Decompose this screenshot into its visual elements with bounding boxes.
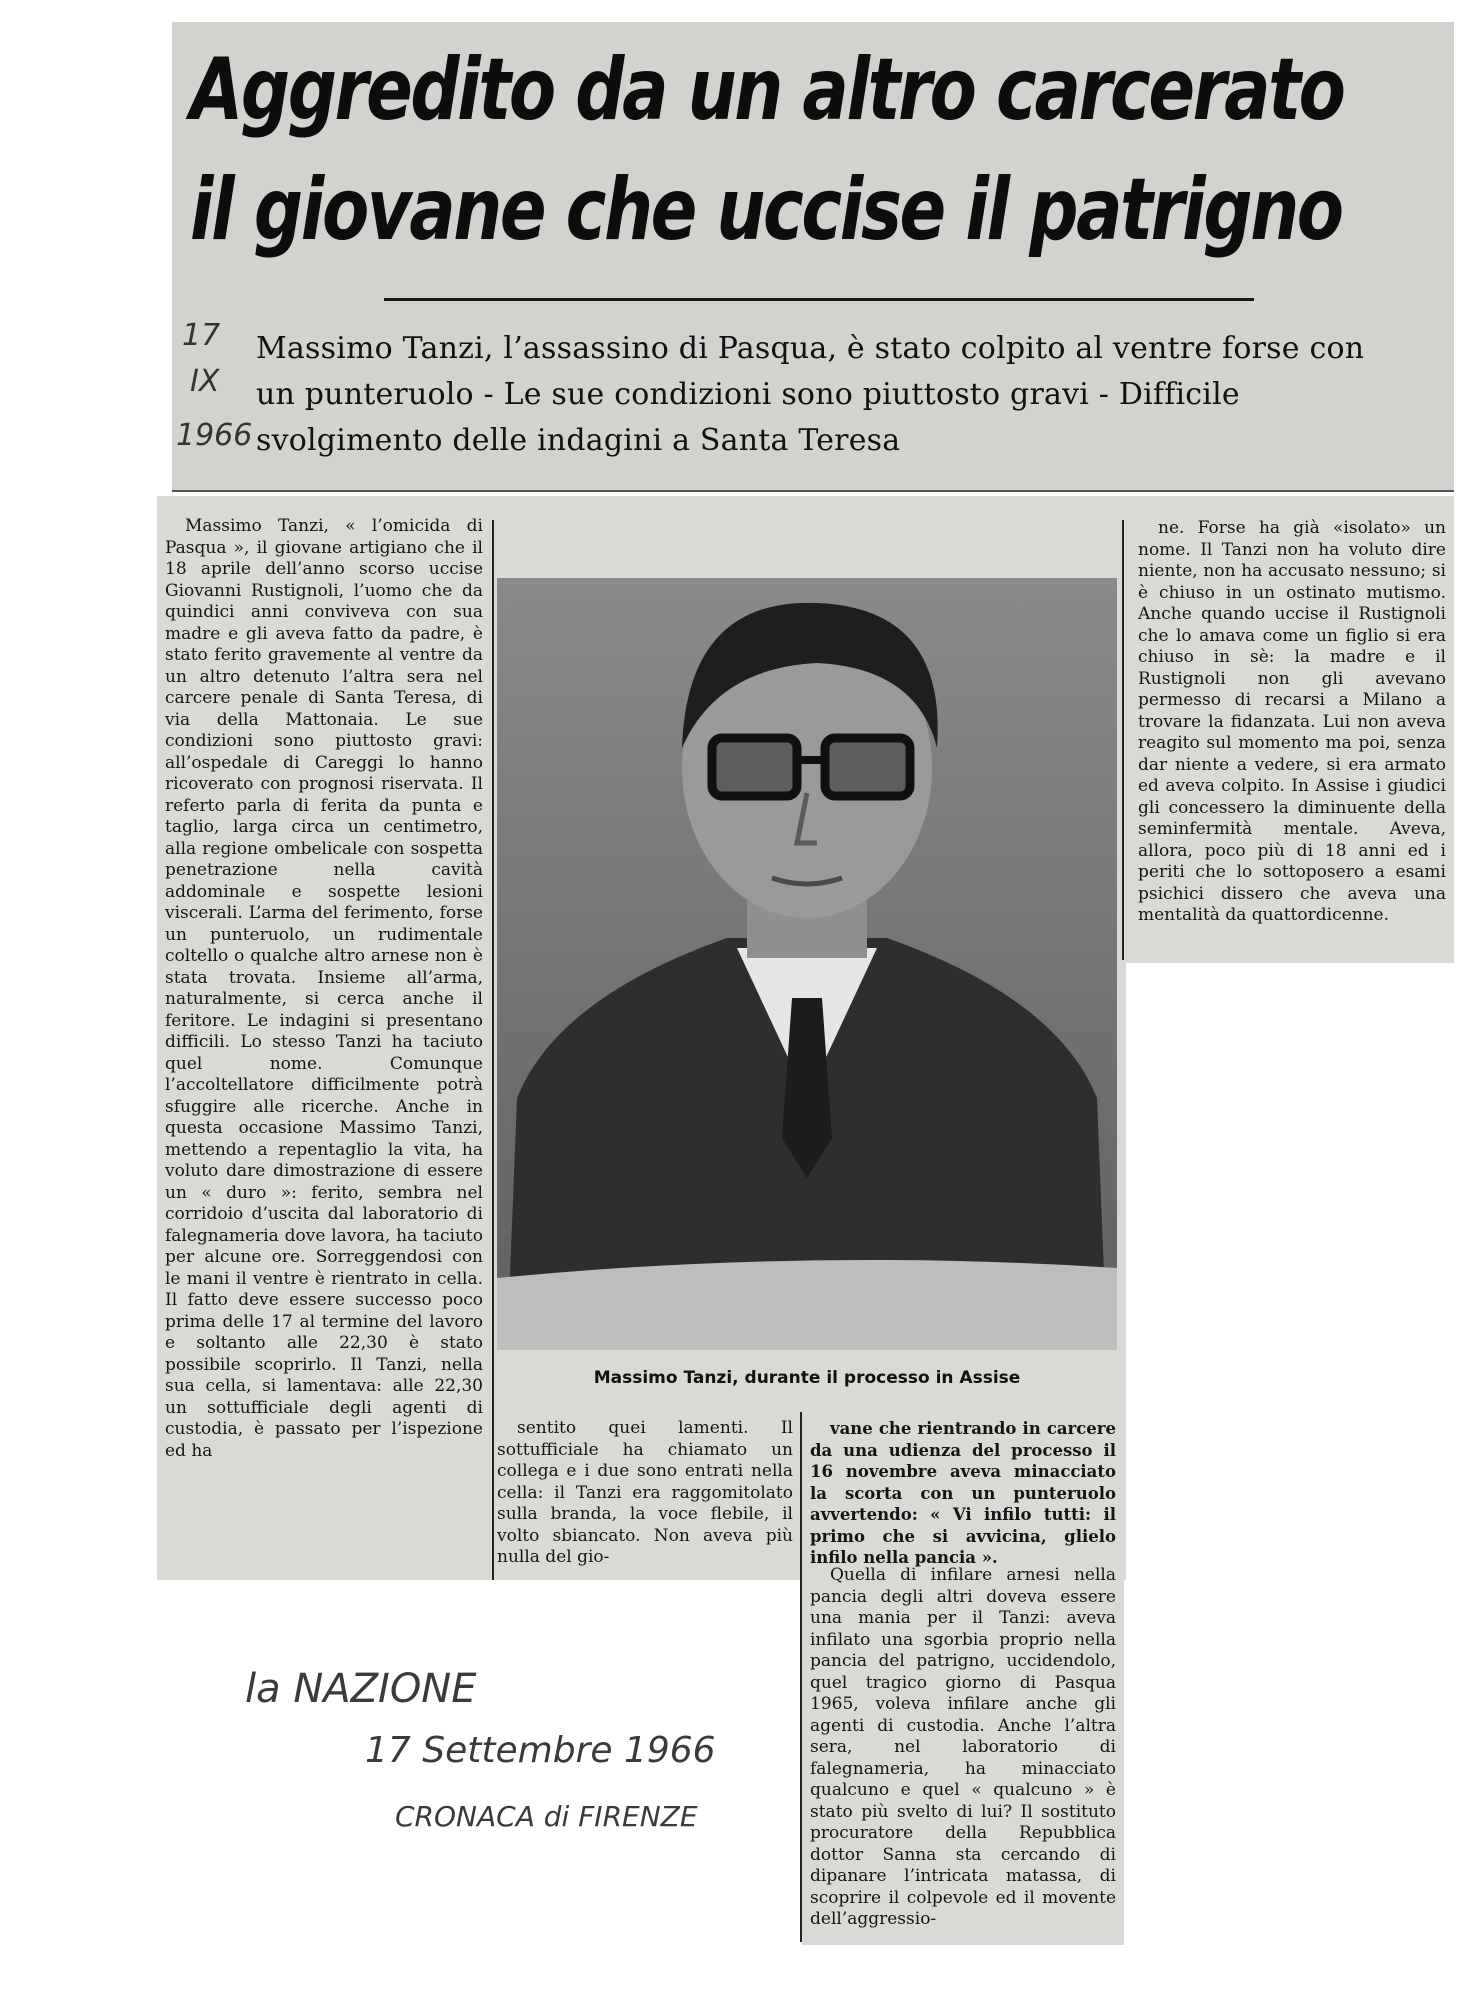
portrait-image — [497, 578, 1117, 1350]
portrait-photo — [497, 578, 1117, 1350]
handwritten-source: la NAZIONE — [245, 1666, 477, 1712]
headline-line-2: il giovane che uccise il patrigno — [190, 160, 1342, 260]
headline-line-1: Aggredito da un altro carcerato — [190, 40, 1344, 140]
headline-rule — [384, 298, 1254, 301]
margin-date-day: 17 — [182, 318, 221, 353]
photo-caption: Massimo Tanzi, durante il processo in Assise — [593, 1368, 1021, 1388]
article-column-left: Massimo Tanzi, « l’omicida di Pasqua », il giovane artigiano che il 18 aprile dell’anno scorso uccise Giovanni Rustignoli, l’uomo che da quindici anni conviveva con sua madre e gli aveva fatto da padre, è stato ferito gravemente al ventre da un altro detenuto l’altra sera nel carcere penale di Santa Teresa, di via della Mattonaia. Le sue condizioni sono piuttosto gravi: all’ospedale di Careggi lo hanno ricoverato con prognosi riservata. Il referto parla di ferita da punta e taglio, larga circa un centimetro, alla regione ombelicale con sospetta penetrazione nella cavità addominale e sospette lesioni viscerali. L’arma del ferimento, forse un punteruolo, un rudimentale coltello o qualche altro arnese non è stata trovata. Insieme all’arma, naturalmente, si cerca anche il feritore. Le indagini si presentano difficili. Lo stesso Tanzi ha taciuto quel nome. Comunque l’accoltellatore difficilmente potrà sfuggire alle ricerche. Anche in questa occasione Massimo Tanzi, mettendo a repentaglio la vita, ha voluto dare dimostrazione di essere un « duro »: ferito, sembra nel corridoio d’uscita dal laboratorio di falegnameria dove lavora, ha taciuto per alcune ore. Sorreggendosi con le mani il ventre è rientrato in cella. Il fatto deve essere successo poco prima delle 17 al termine del lavoro e soltanto alle 22,30 è stato possibile scoprirlo. Il Tanzi, nella sua cella, si lamentava: alle 22,30 un sottufficiale degli agenti di custodia, è passato per l’ispezione ed ha — [165, 516, 483, 1461]
margin-date-month: IX — [190, 364, 220, 399]
handwritten-date: 17 Settembre 1966 — [365, 1730, 716, 1771]
column-divider-bottom-middle — [800, 1412, 802, 1942]
handwritten-section: CRONACA di FIRENZE — [395, 1800, 698, 1833]
deck-subheadline: Massimo Tanzi, l’assassino di Pasqua, è stato colpito al ventre forse con un punteruolo - Le sue condizioni sono piuttosto gravi - Difficile svolgimento delle indagini a Santa Teresa — [256, 331, 1365, 458]
column-divider-bottom-left — [492, 1405, 494, 1580]
margin-date-year: 1966 — [176, 418, 253, 453]
article-column-right-bottom: Quella di infilare arnesi nella pancia degli altri doveva essere una mania per il Tanzi: aveva infilato una sgorbia proprio nella pancia del patrigno, uccidendolo, quel tragico giorno di Pasqua 1965, voleva infilare anche gli agenti di custodia. Anche l’altra sera, nel laboratorio di falegnameria, ha minacciato qualcuno e quel « qualcuno » è stato più svelto di lui? Il sostituto procuratore della Repubblica dottor Sanna sta cercando di dipanare l’intricata matassa, di scoprire il colpevole ed il movente dell’aggressio- — [810, 1565, 1116, 1929]
article-column-right-top: ne. Forse ha già «isolato» un nome. Il Tanzi non ha voluto dire niente, non ha accusato nessuno; si è chiuso in un ostinato mutismo. Anche quando uccise il Rustignoli che lo amava come un figlio si era chiuso in sè: la madre e il Rustignoli non gli avevano permesso di recarsi a Milano a trovare la fidanzata. Lui non aveva reagito sul momento ma poi, senza dar niente a vedere, si era armato ed aveva colpito. In Assise i giudici gli concessero la diminuente della seminfermità mentale. Aveva, allora, poco più di 18 anni ed i periti che lo sottoposero a esami psichici dissero che aveva una mentalità da quattordicenne. — [1138, 518, 1446, 925]
article-column-right-bold: vane che rientrando in carcere da una udienza del processo il 16 novembre aveva minacciato la scorta con un punteruolo avvertendo: « Vi infilo tutti: il primo che si avvicina, glielo infilo nella pancia ». — [810, 1419, 1116, 1567]
article-column-middle: sentito quei lamenti. Il sottufficiale ha chiamato un collega e i due sono entrati nella cella: il Tanzi era raggomitolato sulla branda, la voce flebile, il volto sbiancato. Non aveva più nulla del gio- — [497, 1418, 793, 1567]
column-divider-photo-right — [1122, 520, 1124, 960]
deck-rule — [172, 490, 1454, 492]
